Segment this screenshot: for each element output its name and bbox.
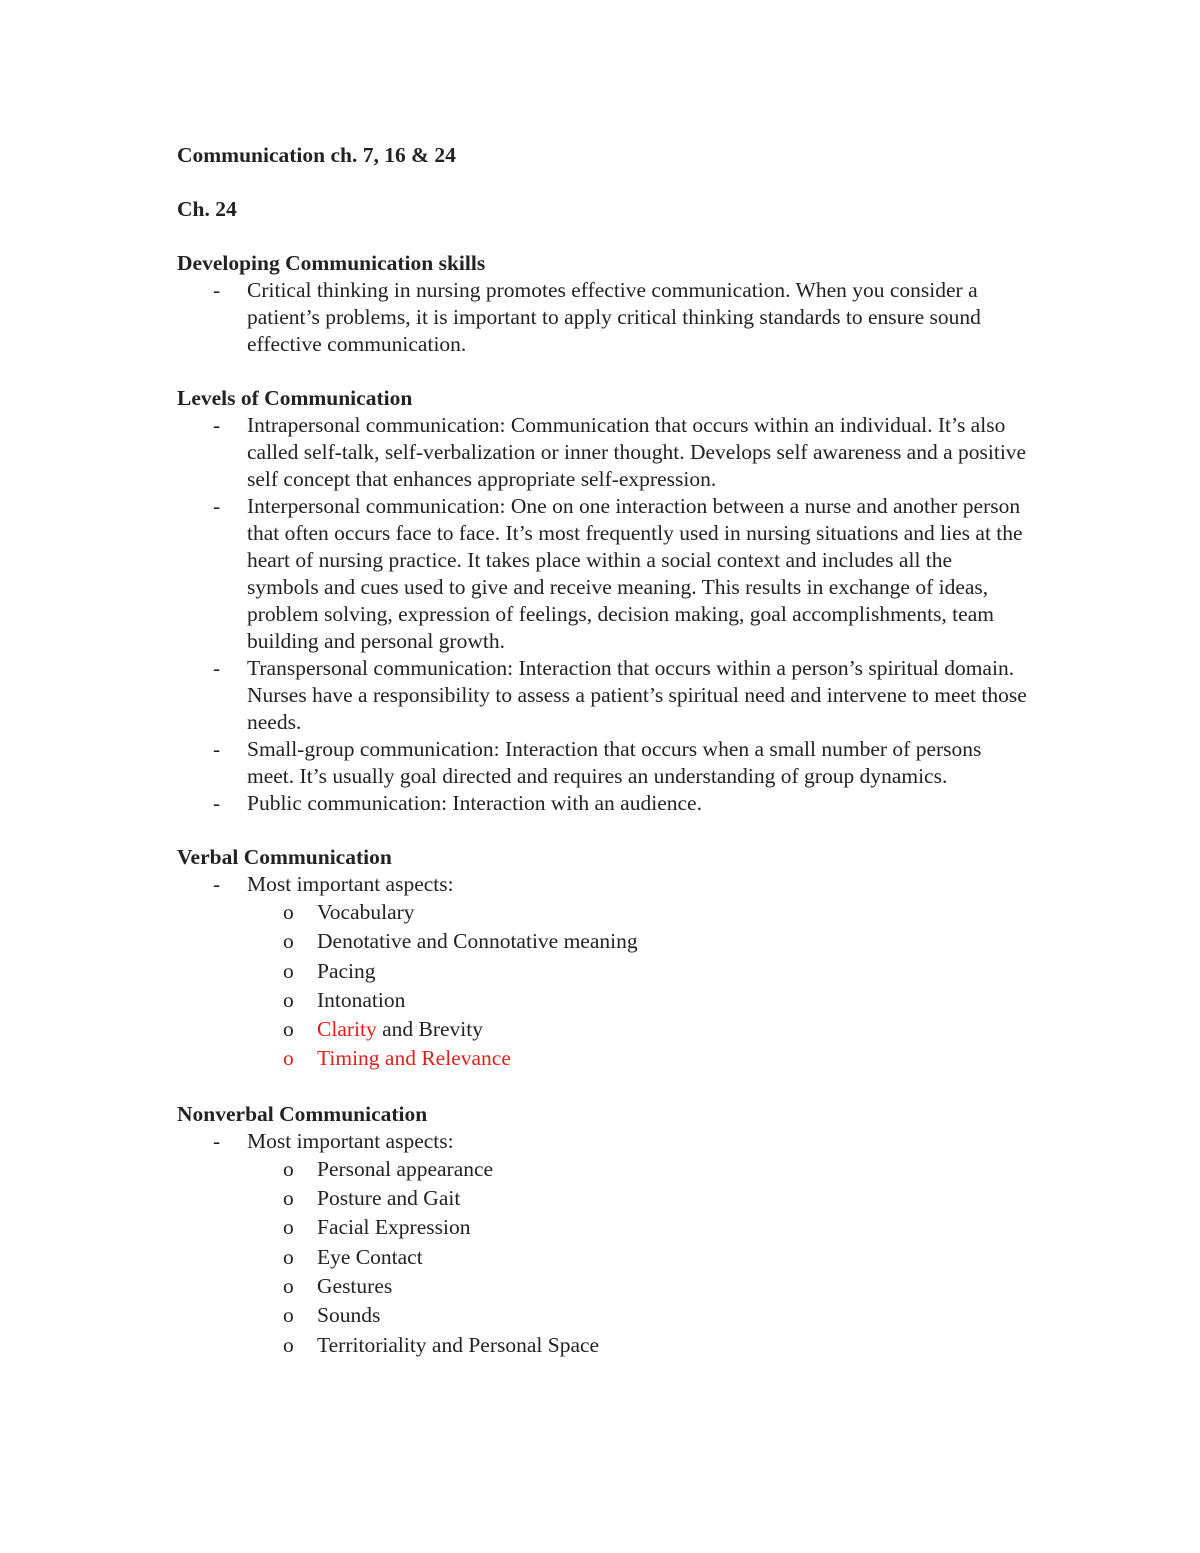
circle-marker: o <box>283 1215 294 1240</box>
dash-list <box>177 871 1027 1074</box>
circle-marker: o <box>283 1046 294 1071</box>
section-heading: Nonverbal Communication <box>177 1101 428 1126</box>
circle-marker: o <box>283 1017 294 1042</box>
chapter-heading: Ch. 24 <box>177 197 237 221</box>
dash-marker: - <box>213 413 221 437</box>
sub-list-item: o Gestures <box>247 1272 1027 1301</box>
sub-list-item: o Personal appearance <box>247 1155 1027 1184</box>
dash-marker: - <box>213 791 221 815</box>
highlighted-text: Clarity <box>317 1017 377 1042</box>
highlighted-text: Timing and Relevance <box>317 1046 511 1071</box>
sub-list-item <box>247 1044 1027 1073</box>
document-title: Communication ch. 7, 16 & 24 <box>177 143 456 167</box>
list-item: - Public communication: Interaction with an audience. <box>213 791 702 815</box>
circle-list <box>247 898 1027 1074</box>
circle-marker: o <box>283 1156 294 1181</box>
list-item: - Most important aspects: o Vocabulary o Denotative and Connotative meaning o Pacing o Intonation o Clarity and Brevity o Timing and Relevance <box>177 871 1027 1074</box>
list-item: - Transpersonal communication: Interaction that occurs within a person’s spiritual domain. Nurses have a responsibility to assess a patient’s spiritual need and intervene to meet those needs. <box>213 656 1027 734</box>
sub-list-item: o Facial Expression <box>247 1213 1027 1242</box>
sub-list-item: o Posture and Gait <box>247 1184 1027 1213</box>
list-item: - Small-group communication: Interaction that occurs when a small number of persons meet. It’s usually goal directed and requires an understanding of group dynamics. <box>213 737 982 788</box>
list-item: - Intrapersonal communication: Communication that occurs within an individual. It’s also called self-talk, self-verbalization or inner thought. Develops self awareness and a positive self concept that enhances appropriate self-expression. <box>213 413 1027 491</box>
list-item: - Most important aspects: o Personal appearance o Posture and Gait o Facial Expression o Eye Contact o Gestures o Sounds o Territoriality and Personal Space <box>177 1128 1027 1360</box>
circle-marker: o <box>283 1186 294 1211</box>
section-heading: Verbal Communication <box>177 845 392 869</box>
circle-marker: o <box>283 987 294 1012</box>
section-nonverbal <box>177 1101 1027 1360</box>
circle-marker: o <box>283 1303 294 1328</box>
list-item: - Interpersonal communication: One on one interaction between a nurse and another person that often occurs face to face. It’s most frequently used in nursing situations and lies at the heart of nursing practice. It takes place within a social context and includes all the symbols and cues used to give and receive meaning. This results in exchange of ideas, problem solving, expression of feelings, decision making, goal accomplishments, team building and personal growth. <box>213 494 1023 653</box>
sub-list-item: o Pacing <box>247 957 1027 986</box>
dash-marker: - <box>213 278 221 302</box>
circle-marker: o <box>283 1332 294 1357</box>
dash-list <box>177 277 1027 358</box>
circle-marker: o <box>283 1273 294 1298</box>
dash-marker: - <box>213 737 221 761</box>
circle-marker: o <box>283 929 294 954</box>
section-developing <box>177 250 1027 358</box>
dash-list <box>177 412 1027 817</box>
dash-marker: - <box>213 872 221 896</box>
dash-marker: - <box>213 494 221 518</box>
circle-list <box>247 1155 1027 1360</box>
dash-marker: - <box>213 656 221 680</box>
sub-list-item: o Clarity and Brevity <box>247 1015 1027 1044</box>
section-heading: Levels of Communication <box>177 386 413 410</box>
sub-list-item: o Territoriality and Personal Space <box>247 1331 1027 1360</box>
circle-marker: o <box>283 958 294 983</box>
circle-marker: o <box>283 900 294 924</box>
dash-list <box>177 1128 1027 1360</box>
sub-list-item: o Sounds <box>247 1301 1027 1330</box>
dash-marker: - <box>213 1128 221 1153</box>
section-levels <box>177 385 1027 817</box>
document-page <box>177 142 1027 1387</box>
section-verbal <box>177 844 1027 1074</box>
sub-list-item: o Denotative and Connotative meaning <box>247 927 1027 956</box>
list-item: - Critical thinking in nursing promotes effective communication. When you consider a patient’s problems, it is important to apply critical thinking standards to ensure sound effective communication. <box>213 278 981 356</box>
sub-list-item: o Eye Contact <box>247 1243 1027 1272</box>
sub-list-item: o Intonation <box>247 986 1027 1015</box>
circle-marker: o <box>283 1244 294 1269</box>
sub-list-item: o Vocabulary <box>247 898 1027 927</box>
section-heading: Developing Communication skills <box>177 251 486 275</box>
